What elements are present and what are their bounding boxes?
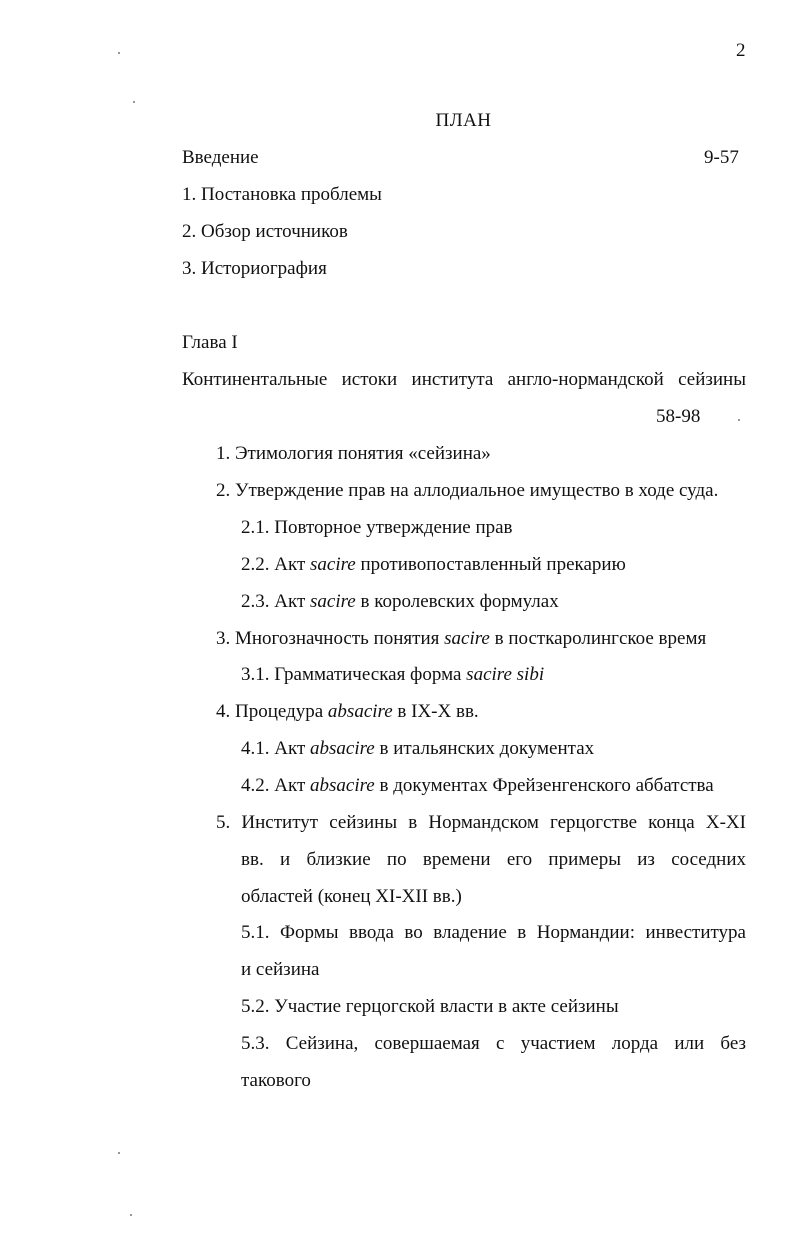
toc-item-5-3-line-2: такового — [241, 1070, 311, 1091]
toc-item-4-2: 4.2. Акт absacire в документах Фрейзенгенского аббатства — [241, 775, 714, 796]
toc-item-2-2: 2.2. Акт sacire противопоставленный прекарию — [241, 554, 626, 575]
toc-item-2: 2. Утверждение прав на аллодиальное имущество в ходе суда. — [216, 480, 719, 501]
scan-speck — [130, 1214, 132, 1216]
scan-speck — [118, 52, 120, 54]
chapter-title: Континентальные истоки института англо-нормандской сейзины — [182, 369, 746, 390]
toc-item-5-1-line-1: 5.1. Формы ввода во владение в Нормандии: инвеститура — [241, 922, 746, 943]
toc-item-5-1-line-2: и сейзина — [241, 959, 320, 980]
intro-item-3: 3. Историография — [182, 258, 327, 279]
toc-item-1: 1. Этимология понятия «сейзина» — [216, 443, 491, 464]
toc-item-5-line-2: вв. и близкие по времени его примеры из соседних — [241, 849, 746, 870]
toc-item-5-line-1: 5. Институт сейзины в Нормандском герцогстве конца X-XI — [216, 812, 746, 833]
scan-speck — [118, 1152, 120, 1154]
toc-item-2-3: 2.3. Акт sacire в королевских формулах — [241, 591, 559, 612]
scan-speck — [133, 101, 135, 103]
intro-item-1: 1. Постановка проблемы — [182, 184, 382, 205]
page-number: 2 — [736, 40, 746, 61]
toc-item-3-1: 3.1. Грамматическая форма sacire sibi — [241, 664, 545, 685]
toc-item-3: 3. Многозначность понятия sacire в посткаролингское время — [216, 628, 707, 649]
toc-item-4: 4. Процедура absacire в IX-X вв. — [216, 701, 479, 722]
chapter-pages: 58-98 — [656, 406, 701, 427]
scan-speck — [738, 419, 740, 421]
toc-item-5-line-3: областей (конец XI-XII вв.) — [241, 886, 462, 907]
chapter-label: Глава I — [182, 332, 238, 353]
intro-item-2: 2. Обзор источников — [182, 221, 348, 242]
intro-label: Введение — [182, 147, 259, 168]
toc-item-4-1: 4.1. Акт absacire в итальянских документах — [241, 738, 595, 759]
intro-pages: 9-57 — [704, 147, 739, 168]
toc-item-5-3-line-1: 5.3. Сейзина, совершаемая с участием лорда или без — [241, 1033, 746, 1054]
page-title: ПЛАН — [435, 110, 492, 131]
toc-item-5-2: 5.2. Участие герцогской власти в акте сейзины — [241, 996, 619, 1017]
toc-item-2-1: 2.1. Повторное утверждение прав — [241, 517, 513, 538]
